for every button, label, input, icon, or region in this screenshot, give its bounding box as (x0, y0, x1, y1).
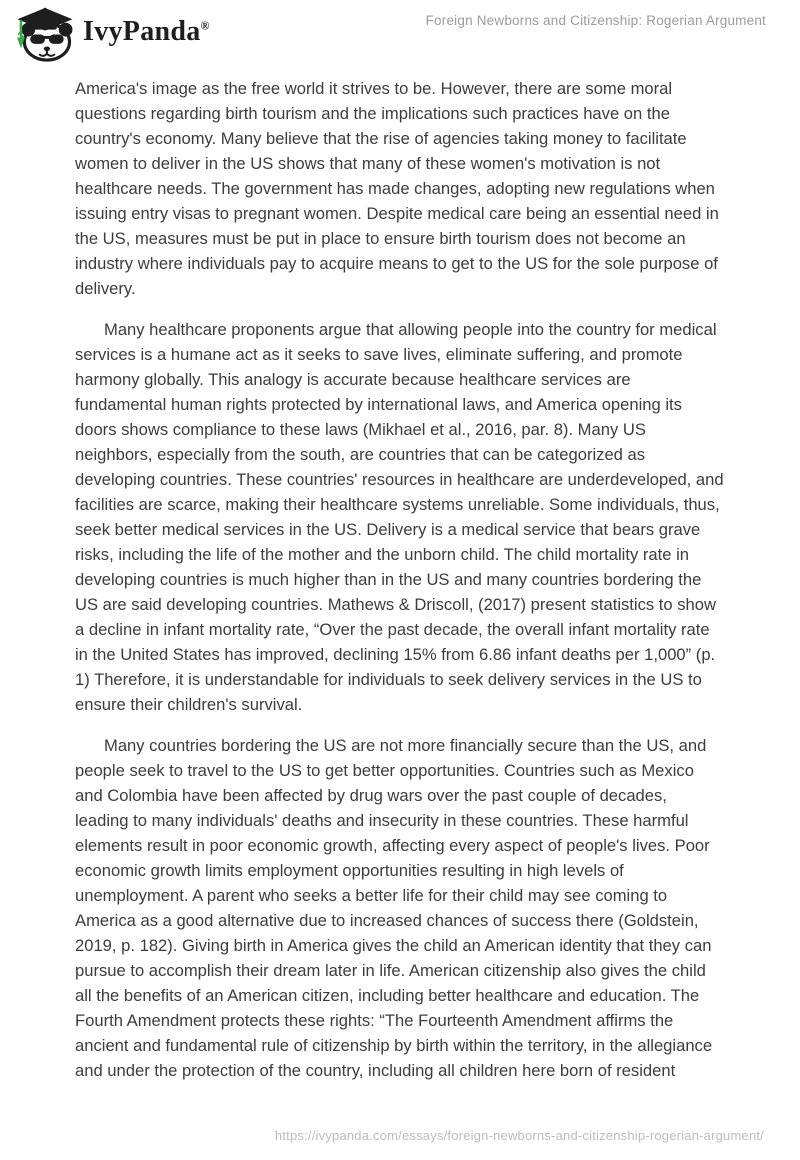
source-url: https://ivypanda.com/essays/foreign-newborns-and-citizenship-rogerian-argument/ (274, 1128, 764, 1143)
brand-wordmark (83, 15, 210, 52)
registered-trademark-symbol: ® (200, 18, 210, 33)
document-title: Foreign Newborns and Citizenship: Rogerian Argument (425, 13, 766, 28)
essay-paragraph-1: America's image as the free world it strives to be. However, there are some moral questions regarding birth tourism and the implications such practices have on the country's economy. Many believe that the rise of agencies taking money to facilitate women to deliver in the US shows that many of these women's motivation is not healthcare needs. The government has made changes, adopting new regulations when issuing entry visas to pregnant women. Despite medical care being an essential need in the US, measures must be put in place to ensure birth tourism does not become an industry where individuals pay to acquire means to get to the US for the sole purpose of delivery. (75, 79, 719, 298)
panda-graduate-logo-icon (14, 7, 74, 62)
page-header (0, 0, 800, 70)
essay-body (0, 70, 800, 1083)
essay-paragraph-2: Many healthcare proponents argue that allowing people into the country for medical services is a humane act as it seeks to save lives, eliminate suffering, and promote harmony globally. This analogy is accurate because healthcare services are fundamental human rights protected by international laws, and America opening its doors shows compliance to these laws (Mikhael et al., 2016, par. 8). Many US neighbors, especially from the south, are countries that can be categorized as developing countries. These countries' resources in healthcare are underdeveloped, and facilities are scarce, making their healthcare systems unreliable. Some individuals, thus, seek better medical services in the US. Delivery is a medical service that bears grave risks, including the life of the mother and the unborn child. The child mortality rate in developing countries is much higher than in the US and many countries bordering the US are said developing countries. Mathews & Driscoll, (2017) present statistics to show a decline in infant mortality rate, “Over the past decade, the overall infant mortality rate in the United States has improved, declining 15% from 6.86 infant deaths per 1,000” (p. 1) Therefore, it is understandable for individuals to seek delivery services in the US to ensure their children's survival. (75, 320, 724, 714)
brand (14, 7, 210, 62)
brand-name: IvyPanda (83, 15, 201, 47)
essay-paragraph-3: Many countries bordering the US are not more financially secure than the US, and people seek to travel to the US to get better opportunities. Countries such as Mexico and Colombia have been affected by drug wars over the past couple of decades, leading to many individuals' deaths and insecurity in these countries. These harmful elements result in poor economic growth, affecting every aspect of people's lives. Poor economic growth limits employment opportunities resulting in high levels of unemployment. A parent who seeks a better life for their child may see coming to America as a good alternative due to increased chances of success there (Goldstein, 2019, p. 182). Giving birth in America gives the child an American identity that they can pursue to accomplish their dream later in life. American citizenship also gives the child all the benefits of an American citizen, including better healthcare and education. The Fourth Amendment protects these rights: “The Fourteenth Amendment affirms the ancient and fundamental rule of citizenship by birth within the territory, in the allegiance and under the protection of the country, including all children here born of resident (75, 736, 713, 1080)
